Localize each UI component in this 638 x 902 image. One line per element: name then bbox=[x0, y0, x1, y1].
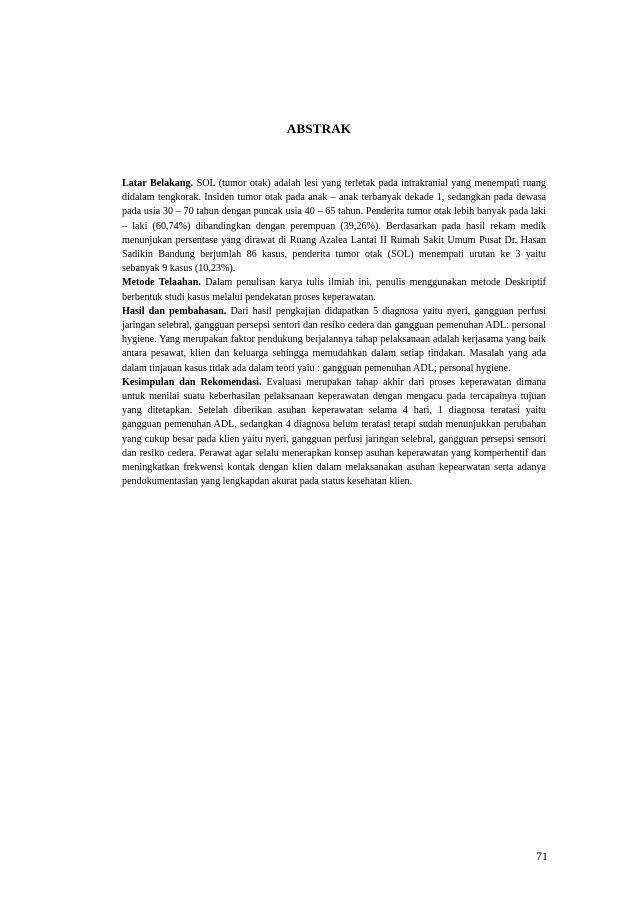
abstract-body bbox=[122, 177, 546, 489]
section-text: Dari hasil pengkajian didapatkan 5 diagnosa yaitu nyeri, gangguan perfusi jaringan selebral, gangguan persepsi sentori dan resiko cedera dan gangguan pemenuhan ADL: personal hygiene. Yang merupakan faktor pendukung berjalannya tahap pelaksanaan adalah kerjasama yang baik antara pesawat, klien dan keluarga sehingga memudahkan dalam setiap tindakan. Masalah yang ada dalam tinjauan kasus tidak ada dalam teori yaiu : gangguan pemenuhan ADL; personal hygiene. bbox=[122, 305, 546, 374]
section-method bbox=[122, 276, 546, 304]
section-text: SOL (tumor otak) adalah lesi yang terletak pada intrakranial yang menempati ruang didalam tengkorak. Insiden tumor otak pada anak – anak terbanyak dekade 1, sedangkan pada dewasa pada usia 30 – 70 tahun dengan puncak usia 40 – 65 tahun. Penderita tumor otak lebih banyak pada laki – laki (60,74%) dibandingkan dengan perempuan (39,26%). Berdasarkan pada hasil rekam medik menunjukan persentase yang dirawat di Ruang Azalea Lantai II Rumah Sakit Umum Pusat Dr. Hasan Sadikin Bandung berjumlah 86 kasus, penderita tumor otak (SOL) menempati urutan ke 3 yaitu sebanyak 9 kasus (10,23%). bbox=[122, 178, 546, 275]
section-heading: Metode Telaahan. bbox=[122, 277, 201, 289]
section-heading: Latar Belakang. bbox=[122, 178, 194, 189]
section-heading: Kesimpulan dan Rekomendasi. bbox=[122, 376, 262, 388]
section-conclusion bbox=[122, 376, 546, 490]
page-number: 71 bbox=[536, 849, 548, 863]
page-title: ABSTRAK bbox=[286, 121, 352, 136]
section-text: Dalam penulisan karya tulis ilmiah ini, penulis menggunakan metode Deskriptif berbentuk studi kasus melalui pendekatan proses keperawatan. bbox=[122, 277, 546, 303]
section-results bbox=[122, 305, 546, 376]
section-background bbox=[122, 177, 546, 276]
section-text: Evaluasi merupakan tahap akhir dari proses keperawatan dimana untuk menilai suatu keberhasilan pelaksanaan keperawatan dengan mengacu pada tercapainya tujuan yang ditetapkan. Setelah diberikan asuhan keperawatan selama 4 hari, 1 diagnosa teratasi yaitu gangguan pemenuhan ADL, sedangkan 4 diagnosa belum teratasi tetapi sudah menunjukkan perubahan yang cukup besar pada klien yaitu nyeri, gangguan perfusi jaringan selebral, gangguan persepsi sensori dan resiko cedera. Perawat agar selalu menerapkan konsep asuhan keperawatan yang komperhentif dan meningkatkan frekwensi kontak dengan klien dalam melaksanakan asuhan kepearwatan serta adanya pendokumentasian yang lengkapdan akurat pada status kesehatan klien. bbox=[122, 376, 546, 488]
section-heading: Hasil dan pembahasan. bbox=[122, 305, 227, 317]
